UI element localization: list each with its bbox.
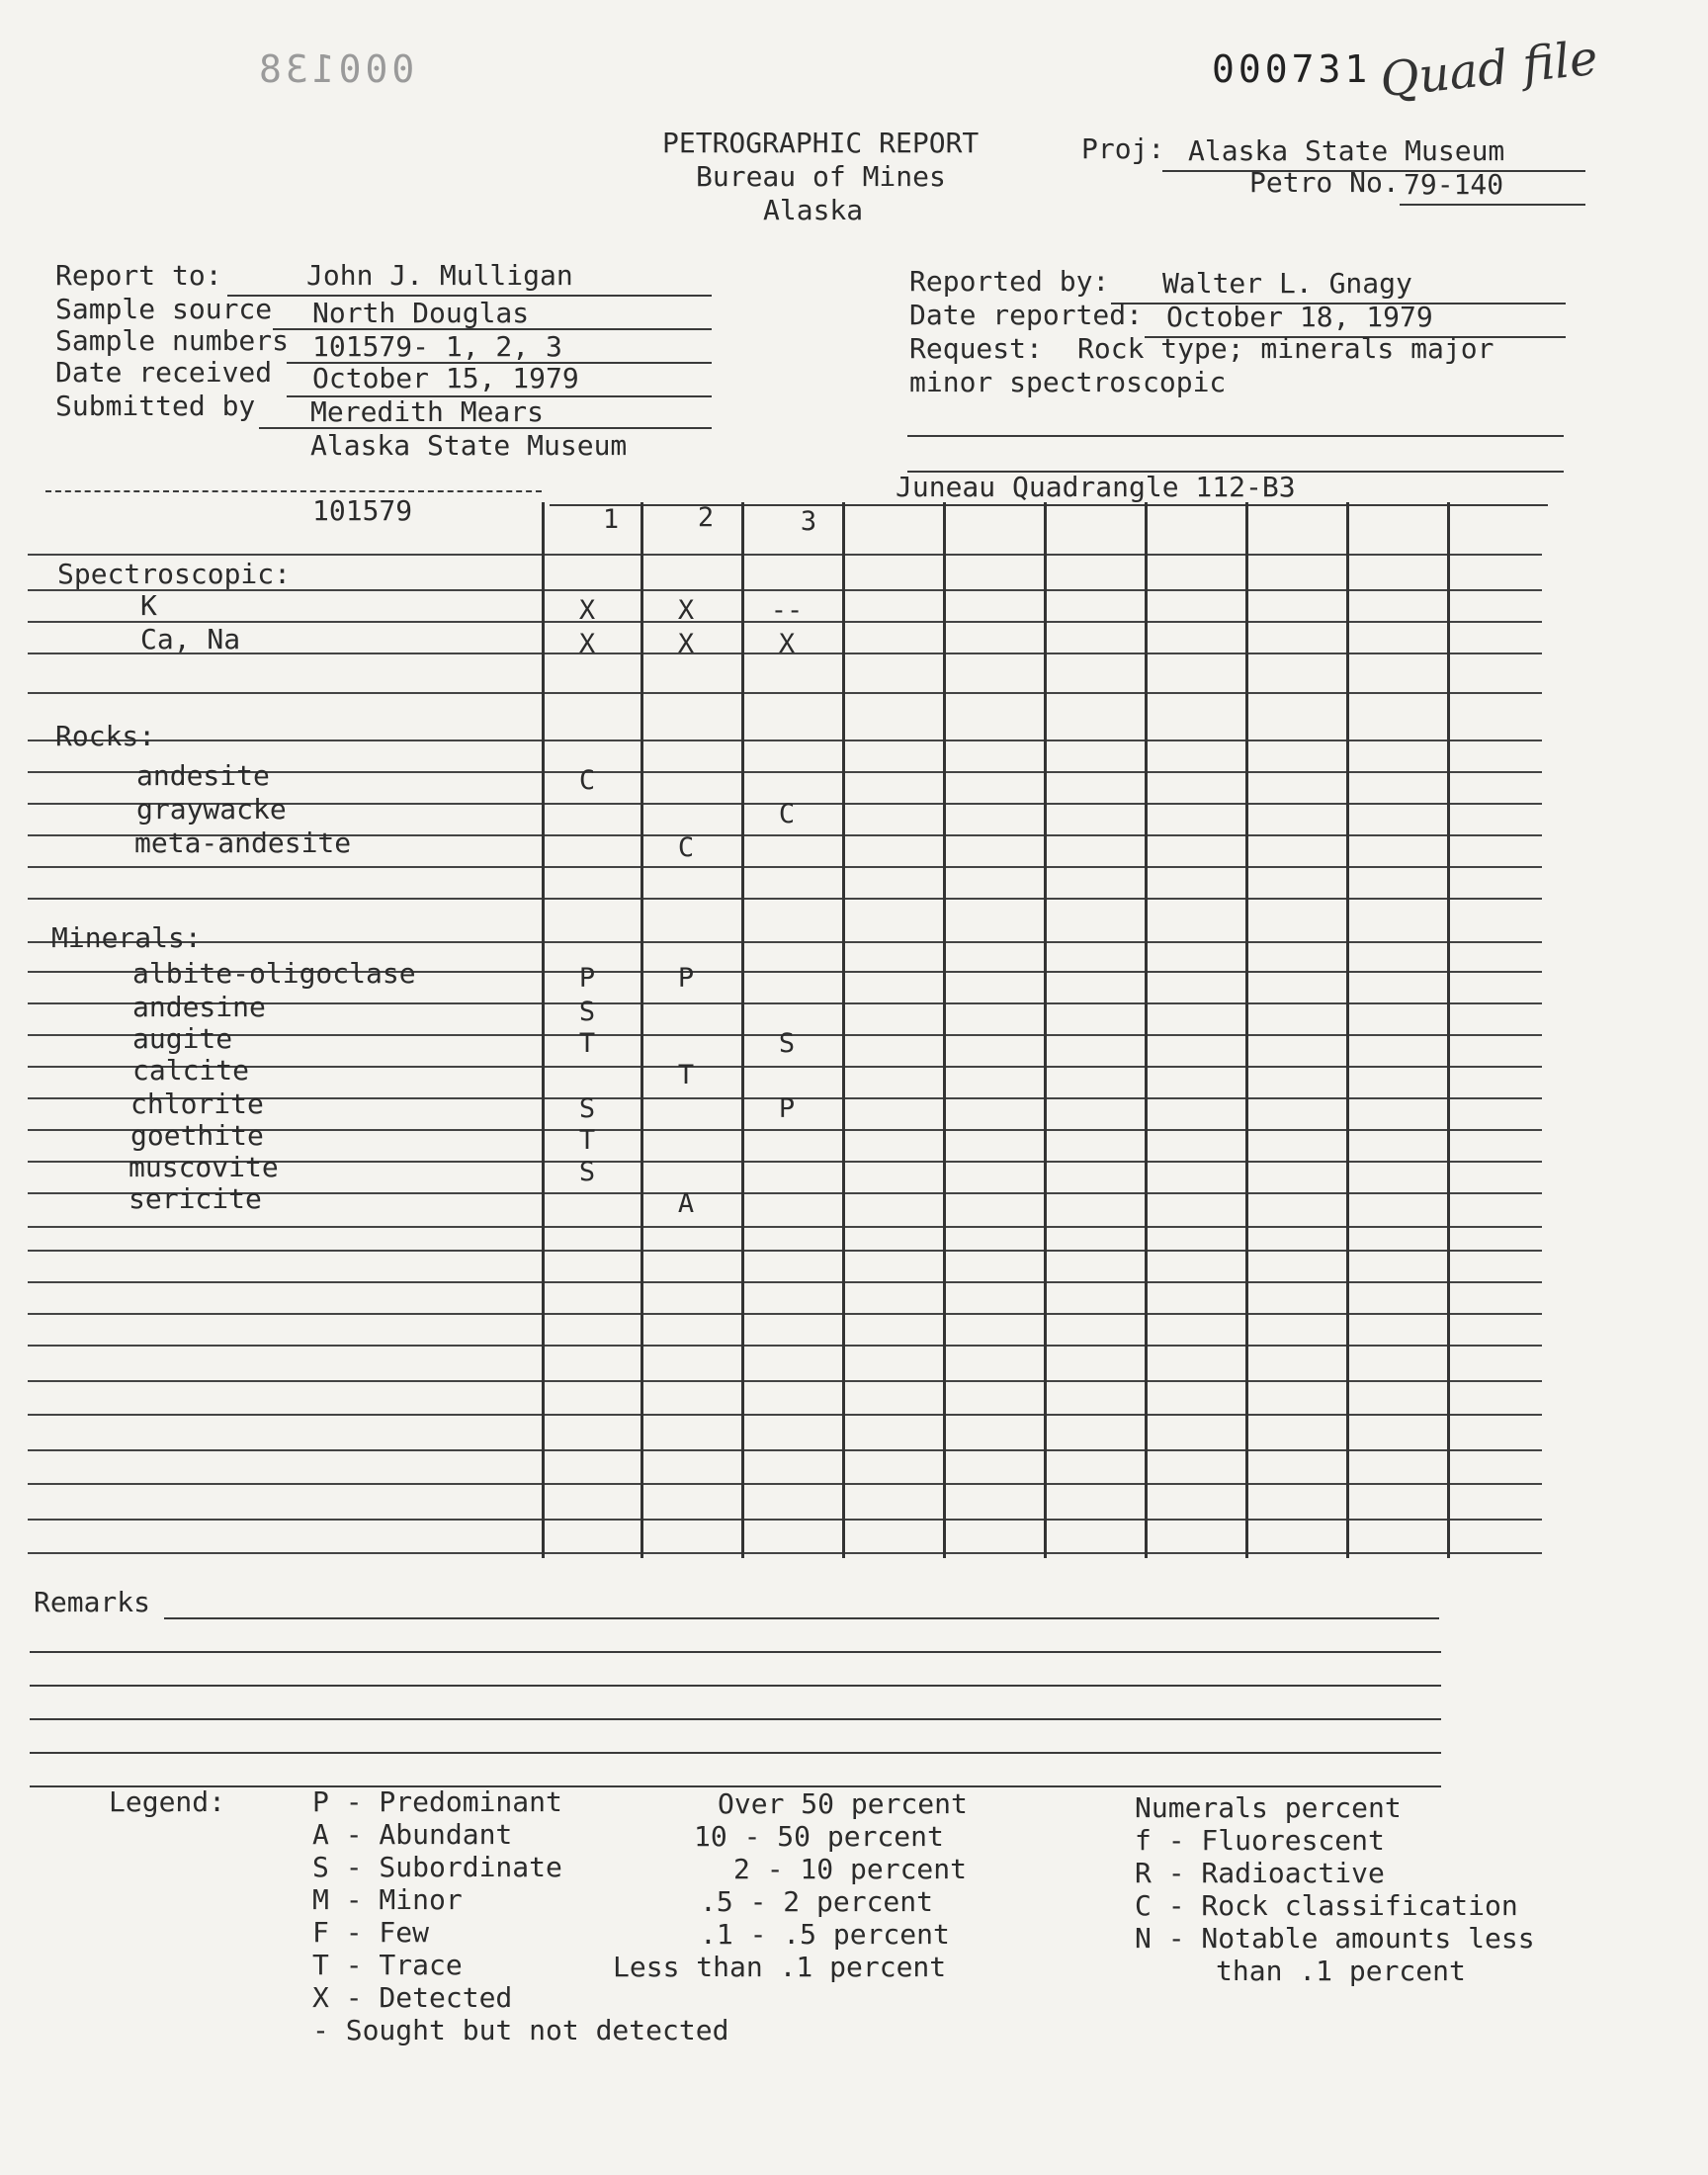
- legend-entry: S - Subordinate: [312, 1851, 562, 1883]
- row-label: sericite: [128, 1182, 262, 1215]
- legend-entry: T - Trace: [312, 1949, 463, 1981]
- table-top-rule: [45, 490, 542, 492]
- legend-entry: Over 50 percent: [718, 1787, 968, 1820]
- report-title: PETROGRAPHIC REPORT: [662, 127, 980, 159]
- table-row-rule: [28, 898, 1542, 900]
- row-label: muscovite: [128, 1151, 279, 1183]
- report-to-label: Report to:: [55, 259, 222, 292]
- received-label: Date received: [55, 356, 273, 389]
- table-row-rule: [28, 692, 1542, 694]
- quadrangle-label: Juneau Quadrangle 112-B3: [896, 471, 1296, 503]
- proj-value: Alaska State Museum: [1188, 134, 1505, 167]
- cell-sample-1: T: [578, 1125, 596, 1156]
- table-row-rule: [28, 1345, 1542, 1347]
- table-row-rule: [28, 1552, 1542, 1554]
- table-column-rule: [640, 502, 643, 1558]
- source-value: North Douglas: [312, 297, 530, 329]
- table-column-rule: [1346, 502, 1349, 1558]
- legend-entry: X - Detected: [312, 1981, 513, 2014]
- petro-label: Petro No.: [1249, 166, 1400, 199]
- minerals-heading: Minerals:: [51, 921, 202, 954]
- legend-entry: N - Notable amounts less: [1135, 1922, 1535, 1955]
- legend-entry: f - Fluorescent: [1135, 1824, 1385, 1857]
- column-header-1: 1: [602, 504, 620, 535]
- table-column-rule: [943, 502, 946, 1558]
- row-label: goethite: [130, 1119, 264, 1152]
- remarks-line: [30, 1752, 1441, 1754]
- table-row-rule: [28, 1226, 1542, 1228]
- submitted-org: Alaska State Museum: [310, 429, 628, 462]
- date-reported-label: Date reported:: [909, 299, 1144, 331]
- source-label: Sample source: [55, 293, 273, 325]
- row-label: K: [140, 589, 157, 622]
- remarks-label: Remarks: [34, 1586, 151, 1618]
- numbers-label: Sample numbers: [55, 324, 290, 357]
- reported-by-label: Reported by:: [909, 265, 1110, 298]
- legend-entry: C - Rock classification: [1135, 1889, 1518, 1922]
- row-label: meta-andesite: [134, 826, 352, 859]
- cell-sample-1: S: [578, 1157, 596, 1187]
- legend-entry: .1 - .5 percent: [700, 1918, 950, 1951]
- spectroscopic-heading: Spectroscopic:: [57, 558, 292, 590]
- cell-sample-1: S: [578, 1093, 596, 1124]
- rocks-heading: Rocks:: [55, 720, 156, 752]
- table-row-rule: [28, 1313, 1542, 1315]
- cell-sample-1: C: [578, 765, 596, 796]
- legend-entry: - Sought but not detected: [312, 2014, 729, 2046]
- table-column-rule: [1044, 502, 1047, 1558]
- table-row-rule: [28, 1519, 1542, 1521]
- remarks-line: [164, 1617, 1439, 1619]
- table-row-rule: [28, 1250, 1542, 1252]
- legend-entry: than .1 percent: [1216, 1955, 1466, 1987]
- row-label: augite: [132, 1022, 233, 1055]
- table-row-rule: [28, 1281, 1542, 1283]
- table-row-rule: [28, 1380, 1542, 1382]
- handwritten-note: Quad file: [1377, 30, 1600, 109]
- cell-sample-2: A: [677, 1188, 695, 1219]
- cell-sample-3: P: [778, 1093, 796, 1124]
- request-line-1: Rock type; minerals major: [1077, 332, 1494, 365]
- agency-state: Alaska: [763, 194, 864, 226]
- document-number-stamp: 000731: [1212, 47, 1372, 91]
- sample-base-number: 101579: [312, 494, 413, 527]
- request-line-2: minor spectroscopic: [909, 366, 1227, 398]
- cell-sample-2: X: [677, 595, 695, 626]
- legend-entry: .5 - 2 percent: [700, 1885, 934, 1918]
- table-row-rule: [28, 1483, 1542, 1485]
- legend-entry: P - Predominant: [312, 1785, 562, 1818]
- cell-sample-1: P: [578, 963, 596, 994]
- legend-label: Legend:: [109, 1785, 226, 1818]
- petro-underline: [1400, 204, 1585, 206]
- agency-name: Bureau of Mines: [696, 160, 946, 193]
- table-row-rule: [28, 1414, 1542, 1416]
- proj-label: Proj:: [1081, 132, 1165, 165]
- row-label: albite-oligoclase: [132, 957, 416, 990]
- remarks-line: [30, 1718, 1441, 1720]
- received-value: October 15, 1979: [312, 362, 579, 394]
- table-row-rule: [28, 1449, 1542, 1451]
- row-label: andesite: [136, 759, 270, 792]
- submitted-label: Submitted by: [55, 390, 256, 422]
- remarks-line: [30, 1685, 1441, 1687]
- table-column-rule: [542, 502, 545, 1558]
- legend-entry: M - Minor: [312, 1883, 463, 1916]
- table-row-rule: [28, 941, 1542, 943]
- petro-value: 79-140: [1404, 168, 1504, 201]
- cell-sample-2: X: [677, 629, 695, 659]
- column-header-2: 2: [697, 502, 715, 533]
- legend-entry: Numerals percent: [1135, 1791, 1402, 1824]
- cell-sample-3: C: [778, 799, 796, 829]
- legend-entry: Less than .1 percent: [613, 1951, 947, 1983]
- table-column-rule: [842, 502, 845, 1558]
- legend-entry: R - Radioactive: [1135, 1857, 1385, 1889]
- table-column-rule: [1447, 502, 1450, 1558]
- legend-entry: F - Few: [312, 1916, 430, 1949]
- cell-sample-1: S: [578, 997, 596, 1027]
- cell-sample-3: --: [770, 595, 804, 626]
- cell-sample-2: P: [677, 963, 695, 994]
- cell-sample-2: C: [677, 832, 695, 863]
- legend-entry: 10 - 50 percent: [694, 1820, 944, 1853]
- cell-sample-1: X: [578, 629, 596, 659]
- cell-sample-1: X: [578, 595, 596, 626]
- numbers-value: 101579- 1, 2, 3: [312, 330, 562, 363]
- request-blank-line: [907, 435, 1564, 437]
- mirrored-stamp-number: 000138: [255, 47, 415, 91]
- table-row-rule: [28, 740, 1542, 741]
- submitted-name: Meredith Mears: [310, 395, 545, 428]
- row-label: chlorite: [130, 1088, 264, 1120]
- cell-sample-3: X: [778, 629, 796, 659]
- table-column-rule: [1245, 502, 1248, 1558]
- row-label: andesine: [132, 991, 266, 1023]
- row-label: calcite: [132, 1054, 250, 1087]
- remarks-line: [30, 1651, 1441, 1653]
- table-row-rule: [28, 866, 1542, 868]
- row-label: graywacke: [136, 793, 287, 826]
- cell-sample-1: T: [578, 1028, 596, 1059]
- date-reported-value: October 18, 1979: [1166, 301, 1433, 333]
- legend-entry: A - Abundant: [312, 1818, 513, 1851]
- cell-sample-3: S: [778, 1028, 796, 1059]
- request-label: Request:: [909, 332, 1043, 365]
- row-label: Ca, Na: [140, 623, 241, 655]
- table-row-rule: [28, 1066, 1542, 1068]
- report-to-value: John J. Mulligan: [306, 259, 573, 292]
- table-column-rule: [741, 502, 744, 1558]
- table-row-rule: [28, 554, 1542, 556]
- reported-by-value: Walter L. Gnagy: [1162, 267, 1412, 300]
- cell-sample-2: T: [677, 1060, 695, 1090]
- legend-entry: 2 - 10 percent: [733, 1853, 968, 1885]
- column-header-3: 3: [800, 506, 817, 537]
- table-column-rule: [1145, 502, 1148, 1558]
